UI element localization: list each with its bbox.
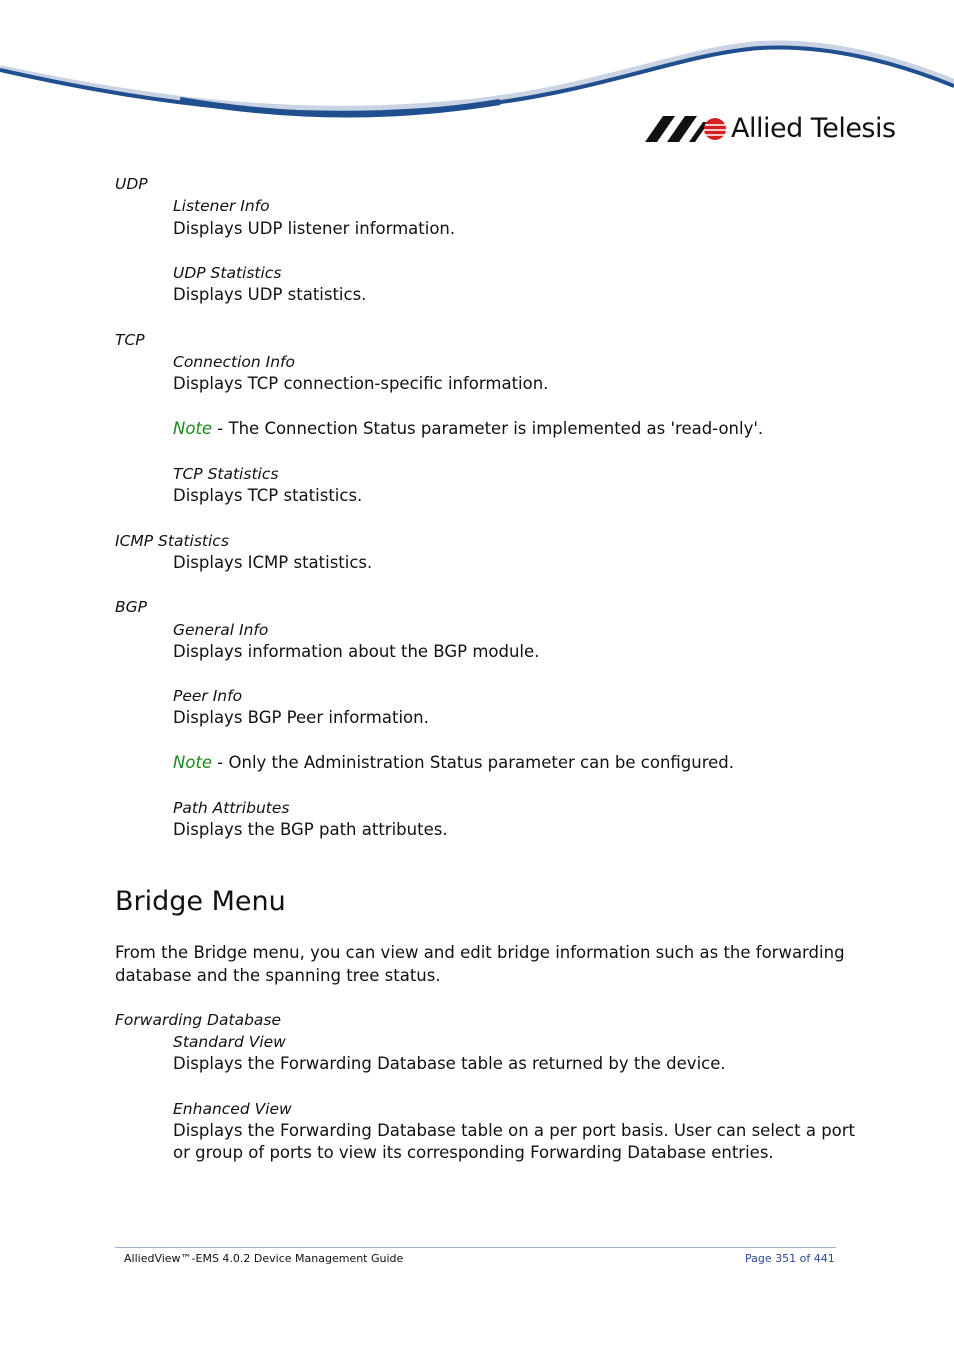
bgp-heading: BGP [115,598,147,616]
bgp-note-text: - Only the Administration Status parameter can be configured. [212,753,735,772]
footer-page-number: Page 351 of 441 [745,1252,835,1265]
logo-wordmark: Allied Telesis [731,112,896,144]
fdb-enhanced-title: Enhanced View [173,1100,292,1118]
tcp-note-label: Note [173,419,213,438]
fdb-enhanced-desc-line2: or group of ports to view its corresponding Forwarding Database entries. [173,1143,774,1162]
udp-stats-desc: Displays UDP statistics. [173,285,367,304]
tcp-conn-title: Connection Info [173,353,295,371]
fdb-standard-desc: Displays the Forwarding Database table as returned by the device. [173,1054,726,1073]
footer-divider [115,1247,836,1248]
bgp-path-title: Path Attributes [173,799,290,817]
tcp-note-text: - The Connection Status parameter is implemented as 'read-only'. [212,419,764,438]
tcp-stats-title: TCP Statistics [173,465,279,483]
udp-listener-title: Listener Info [173,197,270,215]
udp-stats-title: UDP Statistics [173,264,282,282]
footer-guide-title: AlliedView™-EMS 4.0.2 Device Management Guide [124,1252,404,1265]
allied-telesis-logo-mark-icon [645,112,727,144]
tcp-heading: TCP [115,331,145,349]
bgp-peer-title: Peer Info [173,687,243,705]
tcp-note [173,418,763,440]
icmp-desc: Displays ICMP statistics. [173,553,373,572]
bgp-note [173,752,734,774]
fdb-enhanced-desc-line1: Displays the Forwarding Database table on a per port basis. User can select a port [173,1121,856,1140]
udp-heading: UDP [115,175,148,193]
bridge-intro-line2: database and the spanning tree status. [115,966,441,985]
icmp-heading: ICMP Statistics [115,532,229,550]
tcp-conn-desc: Displays TCP connection-specific information. [173,374,549,393]
bgp-path-desc: Displays the BGP path attributes. [173,820,448,839]
bridge-intro-line1: From the Bridge menu, you can view and edit bridge information such as the forwarding [115,943,845,962]
bgp-peer-desc: Displays BGP Peer information. [173,708,429,727]
fdb-heading: Forwarding Database [115,1011,282,1029]
udp-listener-desc: Displays UDP listener information. [173,219,456,238]
bridge-menu-title: Bridge Menu [115,886,286,917]
bgp-general-title: General Info [173,621,269,639]
allied-telesis-logo [645,108,896,148]
bgp-general-desc: Displays information about the BGP module. [173,642,540,661]
bgp-note-label: Note [173,753,213,772]
tcp-stats-desc: Displays TCP statistics. [173,486,363,505]
fdb-standard-title: Standard View [173,1033,286,1051]
